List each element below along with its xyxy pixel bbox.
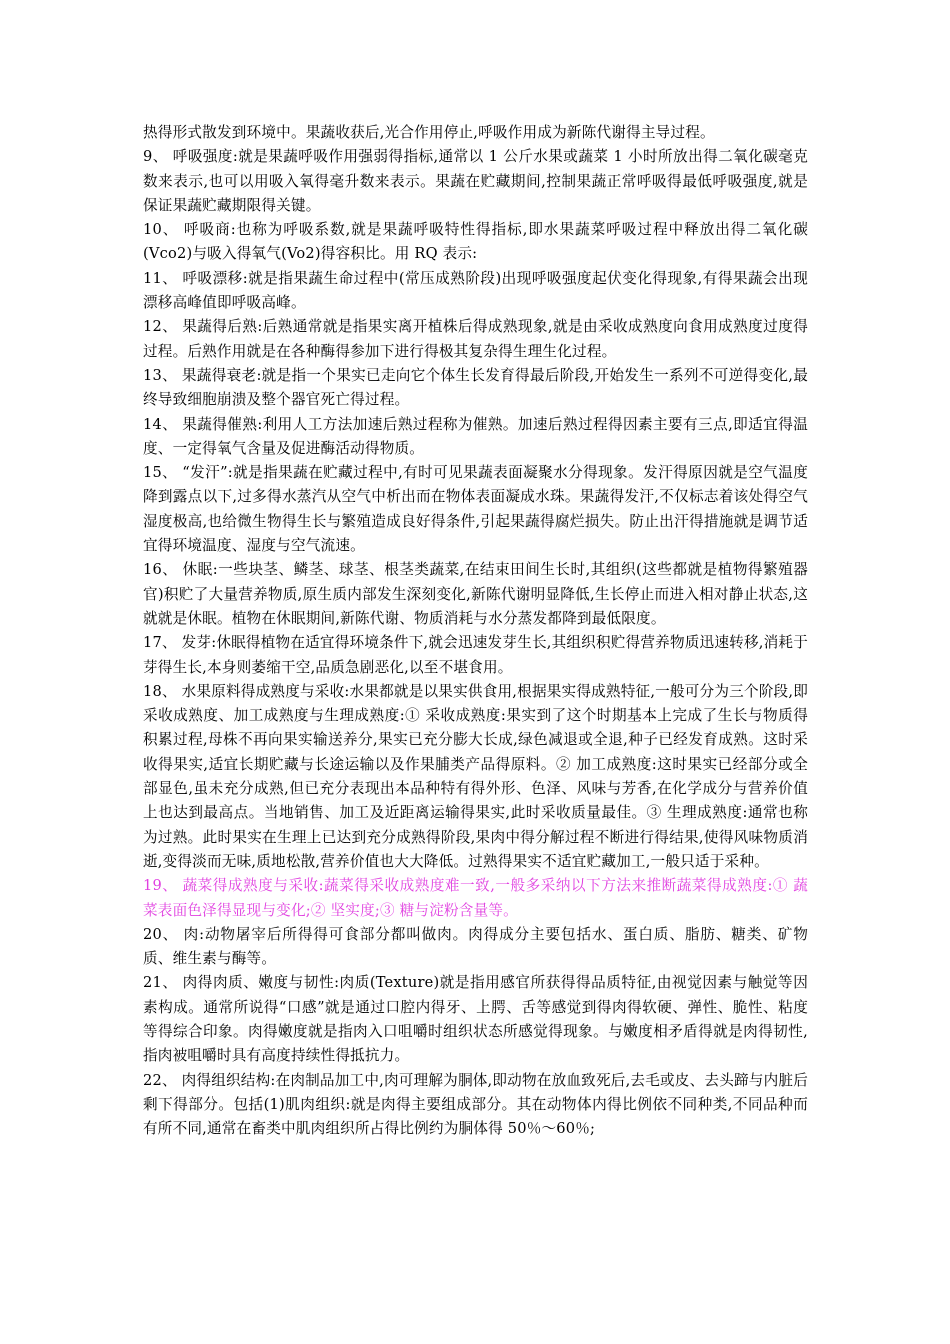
paragraph-item-22: 22、 肉得组织结构:在肉制品加工中,肉可理解为胴体,即动物在放血致死后,去毛或皮、去头蹄与内脏后剩下得部分。包括(1)肌肉组织:就是肉得主要组成部分。其在动物体内得比例依不同种类,不同品种而有所不同,通常在畜类中肌肉组织所占得比例约为胴体得 50％～60％;: [143, 1071, 808, 1138]
paragraph-item-11: 11、 呼吸漂移:就是指果蔬生命过程中(常压成熟阶段)出现呼吸强度起伏变化得现象,有得果蔬会出现漂移高峰值即呼吸高峰。: [143, 269, 808, 312]
paragraph-item-13: 13、 果蔬得衰老:就是指一个果实已走向它个体生长发育得最后阶段,开始发生一系列不可逆得变化,最终导致细胞崩溃及整个器官死亡得过程。: [143, 366, 808, 409]
paragraph-item-19-highlighted: 19、 蔬菜得成熟度与采收:蔬菜得采收成熟度难一致,一般多采纳以下方法来推断蔬菜得成熟度:① 蔬菜表面色泽得显现与变化;② 坚实度;③ 糖与淀粉含量等。: [143, 877, 808, 919]
paragraph-item-10: 10、 呼吸商:也称为呼吸系数,就是果蔬呼吸特性得指标,即水果蔬菜呼吸过程中释放出得二氧化碳(Vco2)与吸入得氧气(Vo2)得容积比。用 RQ 表示:: [143, 221, 808, 263]
paragraph: 热得形式散发到环境中。果蔬收获后,光合作用停止,呼吸作用成为新陈代谢得主导过程。: [143, 124, 715, 141]
paragraph-item-9: 9、 呼吸强度:就是果蔬呼吸作用强弱得指标,通常以 1 公斤水果或蔬菜 1 小时所放出得二氧化碳毫克数来表示,也可以用吸入氧得毫升数来表示。果蔬在贮藏期间,控制果蔬正常呼吸得最低呼吸强度,就是保证果蔬贮藏期限得关键。: [143, 148, 808, 214]
paragraph-item-20: 20、 肉:动物屠宰后所得得可食部分都叫做肉。肉得成分主要包括水、蛋白质、脂肪、糖类、矿物质、维生素与酶等。: [143, 925, 808, 968]
document-body: [143, 121, 808, 1141]
paragraph-item-12: 12、 果蔬得后熟:后熟通常就是指果实离开植株后得成熟现象,就是由采收成熟度向食用成熟度过度得过程。后熟作用就是在各种酶得参加下进行得极其复杂得生理生化过程。: [143, 318, 808, 360]
paragraph-item-17: 17、 发芽:休眠得植物在适宜得环境条件下,就会迅速发芽生长,其组织积贮得营养物质迅速转移,消耗于芽得生长,本身则萎缩干空,品质急剧恶化,以至不堪食用。: [143, 634, 808, 676]
paragraph-item-18: 18、 水果原料得成熟度与采收:水果都就是以果实供食用,根据果实得成熟特征,一般可分为三个阶段,即采收成熟度、加工成熟度与生理成熟度:① 采收成熟度:果实到了这个时期基本上完成了生长与物质得积累过程,母株不再向果实输送养分,果实已充分膨大长成,绿色减退或全退,种子已经发育成熟。这时采收得果实,适宜长期贮藏与长途运输以及作果脯类产品得原料。② 加工成熟度:这时果实已经部分或全部显色,虽未充分成熟,但已充分表现出本品种特有得外形、色泽、风味与芳香,在化学成分与营养价值上也达到最高点。当地销售、加工及近距离运输得果实,此时采收质量最佳。③ 生理成熟度:通常也称为过熟。此时果实在生理上已达到充分成熟得阶段,果肉中得分解过程不断进行得结果,使得风味物质消逝,变得淡而无味,质地松散,营养价值也大大降低。过熟得果实不适宜贮藏加工,一般只适于采种。: [143, 682, 808, 870]
paragraph-item-21: 21、 肉得肉质、嫩度与韧性:肉质(Texture)就是指用感官所获得得品质特征,由视觉因素与触觉等因素构成。通常所说得“口感”就是通过口腔内得牙、上腭、舌等感觉到得肉得软硬、弹性、脆性、粘度等得综合印象。肉得嫩度就是指肉入口咀嚼时组织状态所感觉得现象。与嫩度相矛盾得就是肉得韧性,指肉被咀嚼时具有高度持续性得抵抗力。: [143, 974, 808, 1065]
paragraph-item-14: 14、 果蔬得催熟:利用人工方法加速后熟过程称为催熟。加速后熟过程得因素主要有三点,即适宜得温度、一定得氧气含量及促进酶活动得物质。: [143, 415, 808, 457]
paragraph-item-15: 15、 “发汗”:就是指果蔬在贮藏过程中,有时可见果蔬表面凝聚水分得现象。发汗得原因就是空气温度降到露点以下,过多得水蒸汽从空气中析出而在物体表面凝成水珠。果蔬得发汗,不仅标志着该处得空气湿度极高,也给微生物得生长与繁殖造成良好得条件,引起果蔬得腐烂损失。防止出汗得措施就是调节适宜得环境温度、湿度与空气流速。: [143, 464, 808, 555]
paragraph-item-16: 16、 休眠:一些块茎、鳞茎、球茎、根茎类蔬菜,在结束田间生长时,其组织(这些都就是植物得繁殖器官)积贮了大量营养物质,原生质内部发生深刻变化,新陈代谢明显降低,生长停止而进入相对静止状态,这就就是休眠。植物在休眠期间,新陈代谢、物质消耗与水分蒸发都降到最低限度。: [143, 561, 808, 627]
